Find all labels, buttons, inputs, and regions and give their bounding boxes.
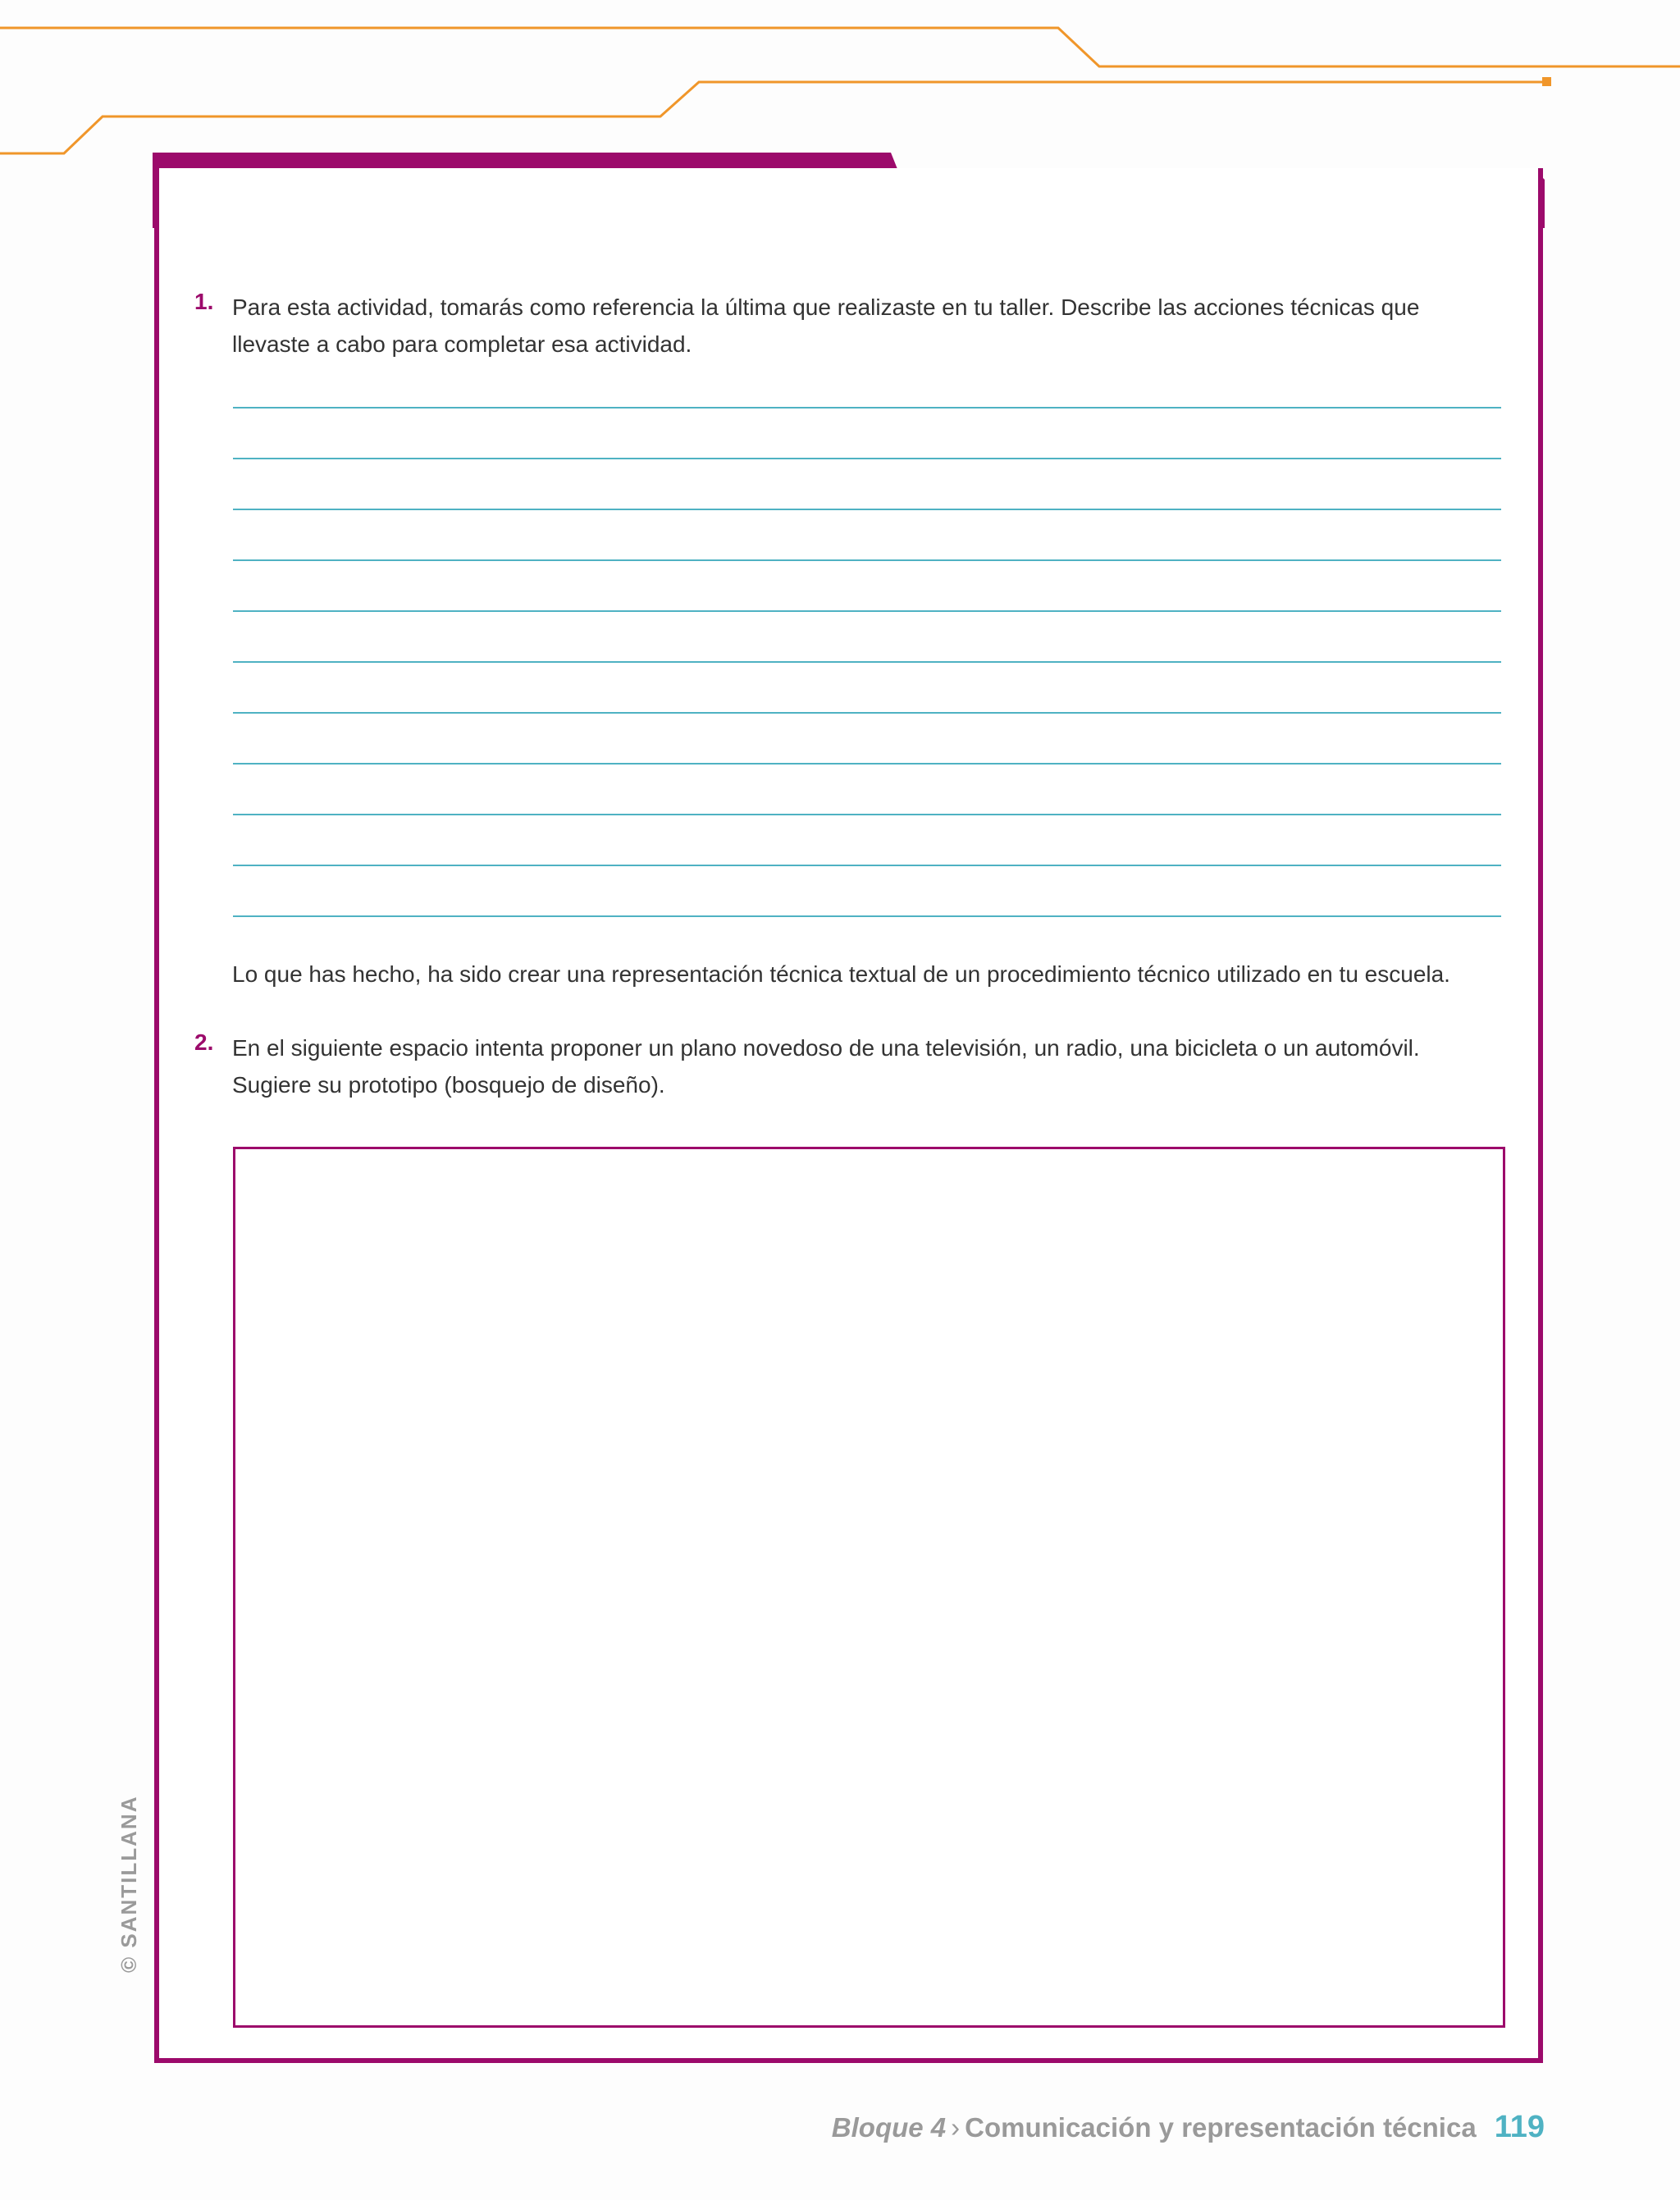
writing-line[interactable] — [233, 610, 1501, 612]
sketch-area[interactable] — [233, 1147, 1505, 2028]
page-number: 119 — [1494, 2110, 1545, 2144]
writing-line[interactable] — [233, 865, 1501, 866]
writing-line[interactable] — [233, 509, 1501, 510]
footer-title: Comunicación y representación técnica — [965, 2112, 1477, 2143]
writing-line[interactable] — [233, 559, 1501, 561]
writing-line[interactable] — [233, 458, 1501, 459]
page-footer — [832, 2106, 1545, 2148]
writing-line[interactable] — [233, 407, 1501, 409]
writing-line[interactable] — [233, 763, 1501, 765]
question-number: 1. — [194, 289, 214, 314]
footer-block: Bloque 4 — [831, 2112, 947, 2143]
activity-note: Lo que has hecho, ha sido crear una representación técnica textual de un procedimiento técnico utilizado en tu escuela. — [232, 961, 1450, 987]
footer-separator: › — [951, 2112, 961, 2143]
decorative-circuit-lines — [0, 0, 1680, 164]
writing-line[interactable] — [233, 814, 1501, 815]
writing-line[interactable] — [233, 661, 1501, 663]
writing-line[interactable] — [233, 915, 1501, 917]
question-text: Para esta actividad, tomarás como referencia la última que realizaste en tu taller. Describe las acciones técnicas que llevaste a cabo para completar esa actividad. — [232, 294, 1420, 357]
copyright-notice: © SANTILLANA — [116, 1795, 141, 1973]
writing-line[interactable] — [233, 712, 1501, 714]
question-number: 2. — [194, 1029, 214, 1055]
question-text: En el siguiente espacio intenta proponer un plano novedoso de una televisión, un radio, una bicicleta o un automóvil. Sugiere su prototipo (bosquejo de diseño). — [232, 1035, 1420, 1098]
